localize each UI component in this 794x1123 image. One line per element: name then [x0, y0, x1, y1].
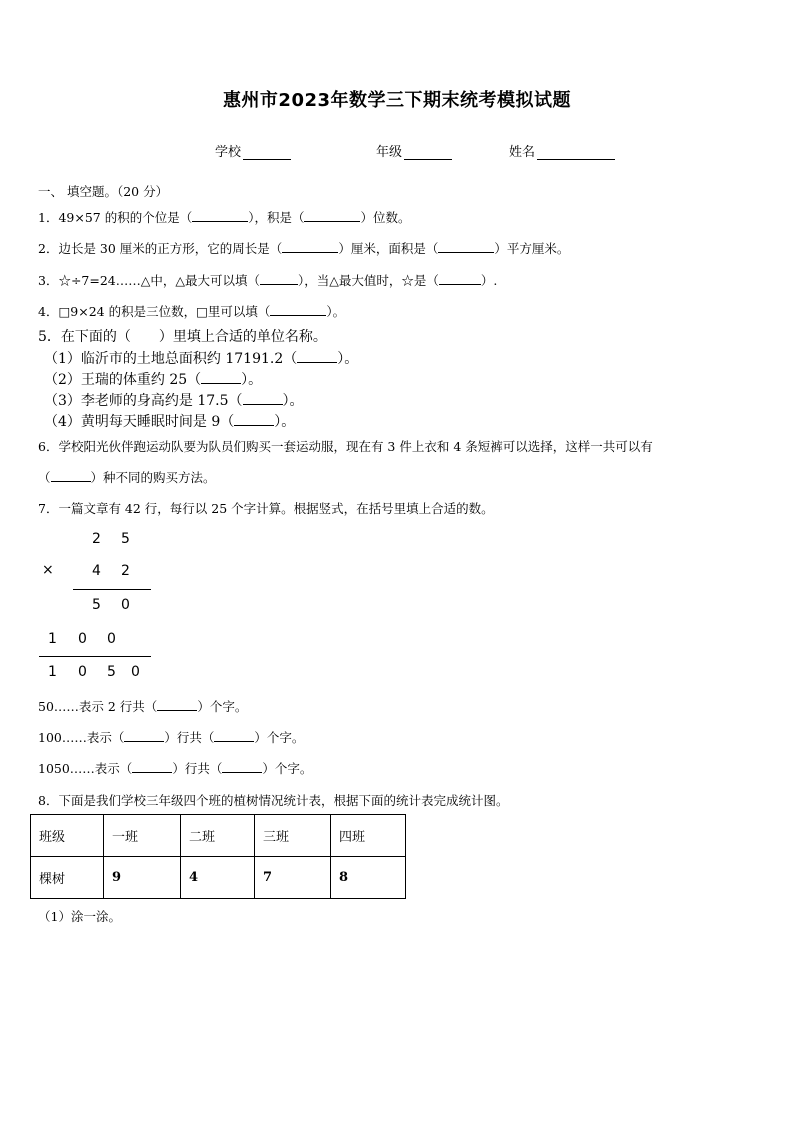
- question-6-line-2: [38, 468, 216, 486]
- calc-rule: [39, 656, 151, 657]
- q7-l1-blank[interactable]: [157, 698, 197, 711]
- name-field: [509, 141, 615, 160]
- q7-l3-blank-2[interactable]: [222, 760, 262, 773]
- question-7-stem: 7．一篇文章有 42 行，每行以 25 个字计算。根据竖式，在括号里填上合适的数。: [38, 501, 494, 516]
- q3-text-a: 3．☆÷7=24……△中，△最大可以填（: [38, 273, 260, 288]
- q7-l1-text-b: ）个字。: [197, 699, 248, 714]
- q1-text-b: ），积是（: [248, 210, 305, 225]
- q1-text-c: ）位数。: [360, 210, 411, 225]
- table-cell: 8: [331, 857, 406, 899]
- q7-l2-blank-2[interactable]: [214, 729, 254, 742]
- q7-l1-text-a: 50……表示 2 行共（: [38, 699, 158, 714]
- q2-text-c: ）平方厘米。: [494, 241, 570, 256]
- calc-rule: [73, 589, 151, 590]
- question-3: [38, 271, 497, 289]
- q7-l2-blank-1[interactable]: [124, 729, 164, 742]
- q6-text-b: ）种不同的购买方法。: [90, 470, 216, 485]
- calc-digit: 1: [48, 631, 57, 647]
- table-header-cell: 班级: [31, 815, 104, 857]
- q5-2-text-a: （2）王瑞的体重约 25（: [44, 372, 202, 388]
- q5-2-blank[interactable]: [201, 371, 241, 384]
- calc-digit: 4: [92, 563, 101, 579]
- q3-text-b: ），当△最大值时，☆是（: [298, 273, 439, 288]
- calc-digit: 2: [92, 531, 101, 547]
- page-title: 惠州市2023年数学三下期末统考模拟试题: [222, 90, 572, 111]
- q5-1-text-b: ）。: [337, 351, 359, 367]
- table-header-cell: 四班: [331, 815, 406, 857]
- q7-l3-text-c: ）个字。: [262, 761, 313, 776]
- q4-blank-1[interactable]: [270, 303, 326, 316]
- question-1: [38, 208, 411, 226]
- q6-text-a: （: [38, 470, 51, 485]
- section-heading: 一、 填空题。（20 分）: [38, 184, 169, 199]
- question-8-sub-1: （1）涂一涂。: [38, 909, 121, 924]
- table-header-cell: 一班: [104, 815, 181, 857]
- calc-digit: 2: [121, 563, 130, 579]
- q7-l3-text-b: ）行共（: [172, 761, 223, 776]
- question-5-item-3: [44, 390, 304, 410]
- q5-3-blank[interactable]: [243, 392, 283, 405]
- school-field: [215, 141, 291, 160]
- stats-table: [30, 814, 406, 899]
- grade-label: 年级: [376, 145, 403, 160]
- calc-digit: 0: [131, 664, 140, 680]
- table-row: [31, 815, 406, 857]
- question-7-line-3: [38, 759, 312, 777]
- name-blank[interactable]: [537, 145, 615, 160]
- question-5-item-4: [44, 411, 295, 431]
- question-5-item-2: [44, 369, 262, 389]
- calc-digit: 0: [121, 597, 130, 613]
- table-cell: 9: [104, 857, 181, 899]
- q1-blank-1[interactable]: [192, 209, 248, 222]
- table-cell: 4: [181, 857, 255, 899]
- question-4: [38, 302, 345, 320]
- q5-1-blank[interactable]: [297, 350, 337, 363]
- q4-text-a: 4．□9×24 的积是三位数，□里可以填（: [38, 304, 271, 319]
- q7-l2-text-b: ）行共（: [164, 730, 215, 745]
- question-7-line-1: [38, 697, 247, 715]
- q1-blank-2[interactable]: [304, 209, 360, 222]
- calc-digit: 0: [107, 631, 116, 647]
- calc-digit: 5: [121, 531, 130, 547]
- question-6-line-1: 6．学校阳光伙伴跑运动队要为队员们购买一套运动服，现在有 3 件上衣和 4 条短裤可以选择，这样一共可以有: [38, 439, 653, 454]
- calc-digit: 1: [48, 664, 57, 680]
- q7-l2-text-a: 100……表示（: [38, 730, 125, 745]
- q2-text-a: 2．边长是 30 厘米的正方形，它的周长是（: [38, 241, 283, 256]
- q5-2-text-b: ）。: [241, 372, 263, 388]
- q5-3-text-b: ）。: [282, 393, 304, 409]
- calc-digit: 5: [92, 597, 101, 613]
- q3-text-c: ）.: [480, 273, 498, 288]
- multiply-sign: ×: [42, 562, 54, 578]
- table-header-cell: 二班: [181, 815, 255, 857]
- school-blank[interactable]: [243, 145, 291, 160]
- q7-l2-text-c: ）个字。: [254, 730, 305, 745]
- q3-blank-1[interactable]: [260, 272, 298, 285]
- name-label: 姓名: [509, 145, 536, 160]
- q7-l3-blank-1[interactable]: [132, 760, 172, 773]
- grade-blank[interactable]: [404, 145, 452, 160]
- question-2: [38, 239, 569, 257]
- table-row-label: 棵树: [31, 857, 104, 899]
- question-5-stem: 5．在下面的（ ）里填上合适的单位名称。: [38, 329, 327, 345]
- school-label: 学校: [215, 145, 242, 160]
- q7-l3-text-a: 1050……表示（: [38, 761, 133, 776]
- table-header-cell: 三班: [255, 815, 331, 857]
- grade-field: [376, 141, 452, 160]
- q2-text-b: ）厘米，面积是（: [338, 241, 439, 256]
- q2-blank-1[interactable]: [282, 240, 338, 253]
- q5-4-text-b: ）。: [274, 414, 296, 430]
- q2-blank-2[interactable]: [438, 240, 494, 253]
- q6-blank[interactable]: [51, 469, 91, 482]
- calc-digit: 5: [107, 664, 116, 680]
- q4-text-b: ）。: [326, 304, 346, 319]
- q5-3-text-a: （3）李老师的身高约是 17.5（: [44, 393, 243, 409]
- q5-4-text-a: （4）黄明每天睡眠时间是 9（: [44, 414, 235, 430]
- q5-4-blank[interactable]: [234, 413, 274, 426]
- q1-text-a: 1．49×57 的积的个位是（: [38, 210, 193, 225]
- table-row: [31, 857, 406, 899]
- q5-1-text-a: （1）临沂市的土地总面积约 17191.2（: [44, 351, 298, 367]
- question-7-line-2: [38, 728, 304, 746]
- table-cell: 7: [255, 857, 331, 899]
- question-8-stem: 8．下面是我们学校三年级四个班的植树情况统计表，根据下面的统计表完成统计图。: [38, 793, 509, 808]
- calc-digit: 0: [78, 664, 87, 680]
- q3-blank-2[interactable]: [439, 272, 481, 285]
- calc-digit: 0: [78, 631, 87, 647]
- question-5-item-1: [44, 348, 358, 368]
